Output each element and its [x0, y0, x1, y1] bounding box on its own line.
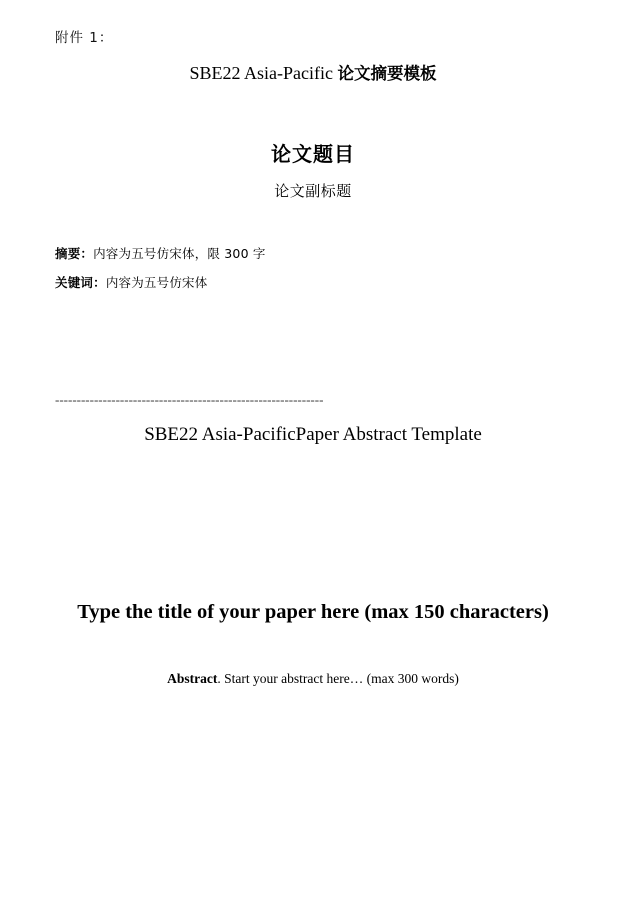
english-abstract-line: [0, 671, 626, 687]
chinese-abstract-line: [55, 244, 266, 262]
chinese-keywords-label: 关键词：: [55, 275, 106, 290]
english-paper-title: Type the title of your paper here (max 150 characters): [77, 601, 549, 623]
chinese-paper-title: 论文题目: [271, 142, 355, 166]
chinese-header: [0, 60, 626, 84]
chinese-header-suffix: 论文摘要模板: [337, 64, 437, 83]
english-header: SBE22 Asia-PacificPaper Abstract Template: [144, 424, 482, 445]
chinese-paper-subtitle: 论文副标题: [274, 182, 352, 200]
chinese-keywords-line: [55, 273, 207, 291]
chinese-keywords-text: 内容为五号仿宋体: [105, 275, 208, 290]
attachment-label: 附件 1：: [55, 30, 114, 46]
chinese-abstract-label: 摘要：: [55, 246, 94, 261]
english-abstract-label: Abstract: [167, 671, 218, 686]
english-abstract-text: . Start your abstract here… (max 300 words): [217, 671, 459, 686]
chinese-header-prefix: SBE22 Asia-Pacific: [189, 63, 338, 83]
section-divider: --------------------------------------------------------------: [55, 392, 324, 407]
chinese-abstract-text: 内容为五号仿宋体，限 300 字: [93, 246, 266, 261]
